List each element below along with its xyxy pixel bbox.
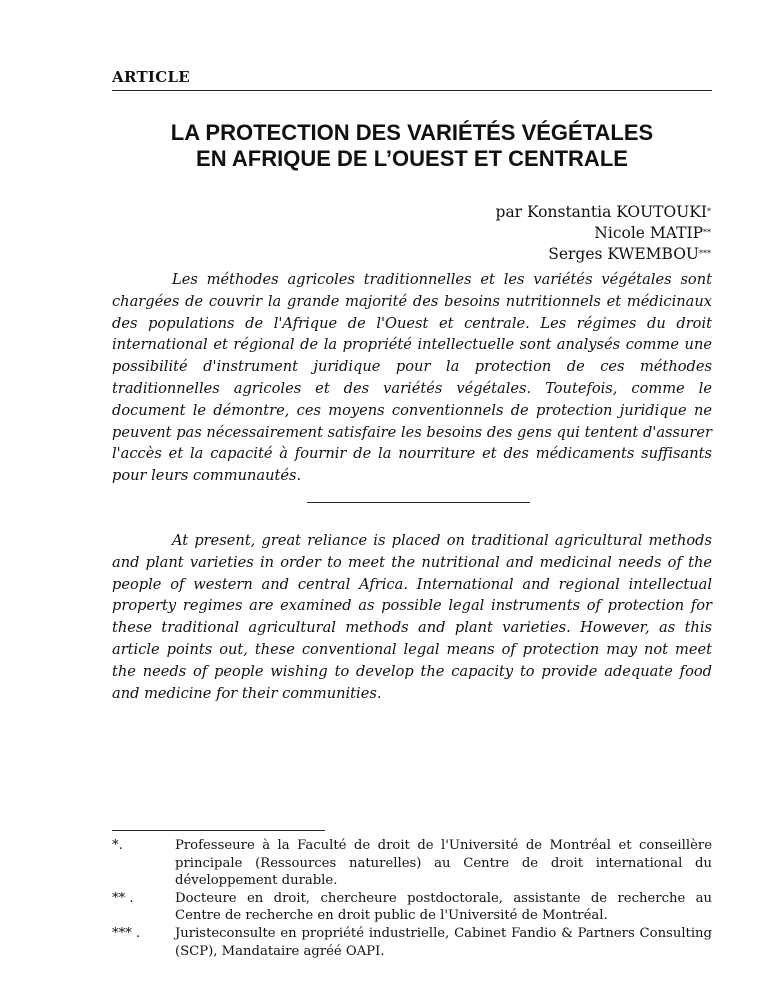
- title-line-2: EN AFRIQUE DE L’OUEST ET CENTRALE: [196, 146, 628, 171]
- title-line-1: LA PROTECTION DES VARIÉTÉS VÉGÉTALES: [170, 120, 654, 145]
- abstract-separator: [307, 502, 530, 503]
- section-label: ARTICLE: [112, 68, 191, 86]
- footnote-mark: *: [707, 207, 711, 216]
- footnote: ** . Docteure en droit, chercheure postdoctorale, assistante de recherche au Centre de recherche en droit public de l'Université de Montréal.: [112, 890, 712, 924]
- footnote-rule: [112, 830, 325, 831]
- footnotes: [112, 837, 712, 960]
- abstract-french: Les méthodes agricoles traditionnelles et les variétés végétales sont chargées de couvrir la grande majorité des besoins nutritionnels et médicinaux des populations de l'Afrique de l'Ouest et centrale. Les régimes du droit international et régional de la propriété intellectuelle sont analysés comme une possibilité d'instrument juridique pour la protection de ces méthodes traditionnelles agricoles et des variétés végétales. Toutefois, comme le document le démontre, ces moyens conventionnels de protection juridique ne peuvent pas nécessairement satisfaire les besoins des gens qui tentent d'assurer l'accès et la capacité à fournir de la nourriture et des médicaments suffisants pour leurs communautés.: [112, 271, 712, 485]
- footnote-mark: **: [703, 228, 711, 237]
- footnote: *. Professeure à la Faculté de droit de l'Université de Montréal et conseillère principale (Ressources naturelles) au Centre de droit international du développement durable.: [112, 838, 712, 889]
- article-title: [112, 120, 712, 172]
- author: Nicole MATIP**: [594, 224, 711, 242]
- footnote: *** . Juristeconsulte en propriété industrielle, Cabinet Fandio & Partners Consulting (SCP), Mandataire agréé OAPI.: [112, 925, 712, 959]
- abstract-english: At present, great reliance is placed on traditional agricultural methods and plant varieties in order to meet the nutritional and medicinal needs of the people of western and central Africa. International and regional intellectual property regimes are examined as possible legal instruments of protection for these traditional agricultural methods and plant varieties. However, as this article points out, these conventional legal means of protection may not meet the needs of people wishing to develop the capacity to provide adequate food and medicine for their communities.: [112, 532, 712, 702]
- author: Serges KWEMBOU***: [548, 245, 711, 263]
- author-list: [496, 202, 711, 265]
- footnote-mark: ***: [699, 249, 711, 258]
- author: par Konstantia KOUTOUKI*: [495, 203, 711, 221]
- header-rule: [112, 90, 712, 91]
